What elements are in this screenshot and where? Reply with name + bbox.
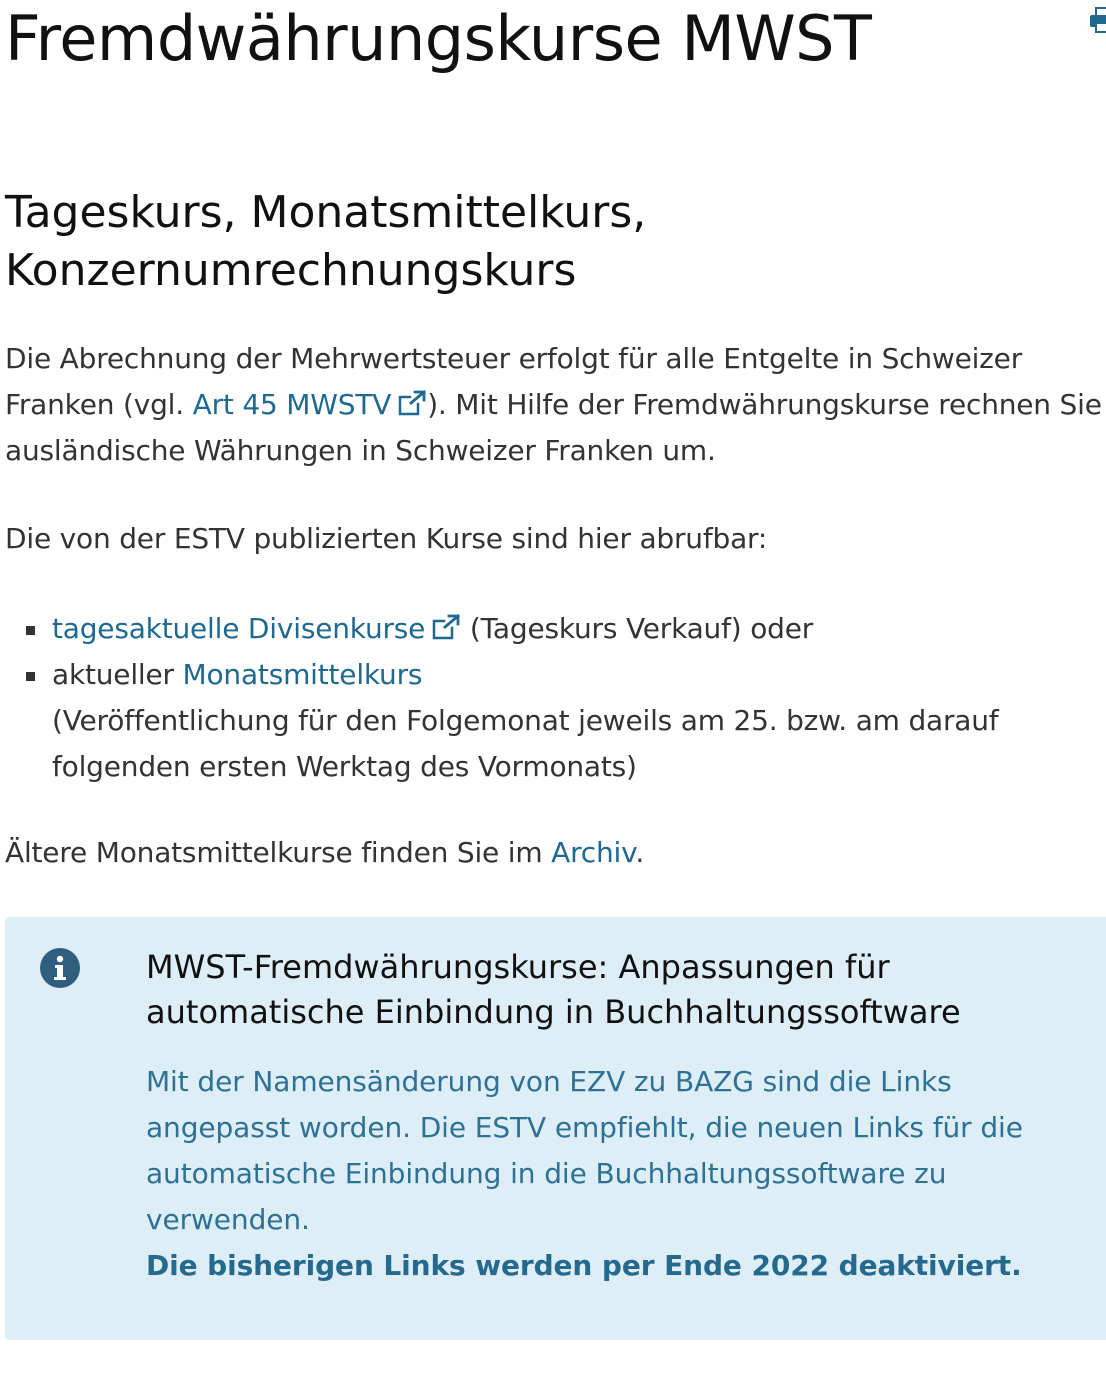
rates-available-text: Die von der ESTV publizierten Kurse sind hier abrufbar: bbox=[5, 522, 768, 555]
info-icon bbox=[40, 948, 80, 988]
printer-icon bbox=[1088, 6, 1106, 34]
notice-deactivation-text: Die bisherigen Links werden per Ende 2022 deaktiviert. bbox=[146, 1249, 1022, 1282]
list-item-daily-rates bbox=[0, 606, 1090, 652]
monthly-rate-prefix: aktueller bbox=[52, 658, 183, 691]
art-45-mwstv-link-text: Art 45 MWSTV bbox=[192, 388, 392, 421]
page-title: Fremdwährungskurse MWST bbox=[5, 2, 872, 75]
print-button[interactable] bbox=[1088, 6, 1106, 34]
notice-title: MWST-Fremdwährungskurse: Anpassungen für automatische Einbindung in Buchhaltungssoftware bbox=[146, 948, 961, 1031]
section-title: Tageskurs, Monatsmittelkurs, Konzernumrechnungskurs bbox=[5, 187, 647, 296]
archive-link[interactable]: Archiv bbox=[551, 836, 636, 869]
list-item-monthly-rate bbox=[0, 652, 1090, 790]
notice-body-text: Mit der Namensänderung von EZV zu BAZG sind die Links angepasst worden. Die ESTV empfiehlt, die neuen Links für die automatische Einbindung in die Buchhaltungssoftware zu verwenden. bbox=[146, 1065, 1023, 1236]
monthly-average-rate-link[interactable]: Monatsmittelkurs bbox=[182, 658, 423, 691]
external-link-icon bbox=[431, 613, 461, 641]
intro-text-after-link: ). Mit Hilfe der Fremdwährungskurse rechnen Sie ausländische Währungen in Schweizer Franken um. bbox=[5, 388, 1102, 467]
software-link-notice bbox=[5, 917, 1106, 1340]
intro-text-before-link: Die Abrechnung der Mehrwertsteuer erfolgt für alle Entgelte in Schweizer Franken (vgl. bbox=[5, 342, 1023, 421]
archive-paragraph bbox=[5, 830, 1103, 876]
external-link-icon bbox=[397, 389, 427, 417]
daily-rates-suffix: (Tageskurs Verkauf) oder bbox=[469, 612, 814, 645]
intro-paragraph bbox=[5, 336, 1103, 474]
art-45-mwstv-link[interactable] bbox=[193, 388, 428, 421]
rates-link-list bbox=[0, 606, 1090, 790]
daily-exchange-rates-link[interactable] bbox=[52, 612, 461, 645]
daily-exchange-rates-link-text: tagesaktuelle Divisenkurse bbox=[52, 612, 426, 645]
archive-text-prefix: Ältere Monatsmittelkurse finden Sie im bbox=[5, 836, 552, 869]
archive-text-suffix: . bbox=[635, 836, 645, 869]
notice-body bbox=[146, 1059, 1086, 1289]
monthly-rate-publication-note: (Veröffentlichung für den Folgemonat jeweils am 25. bzw. am darauf folgenden ersten Werktag des Vormonats) bbox=[52, 704, 999, 783]
